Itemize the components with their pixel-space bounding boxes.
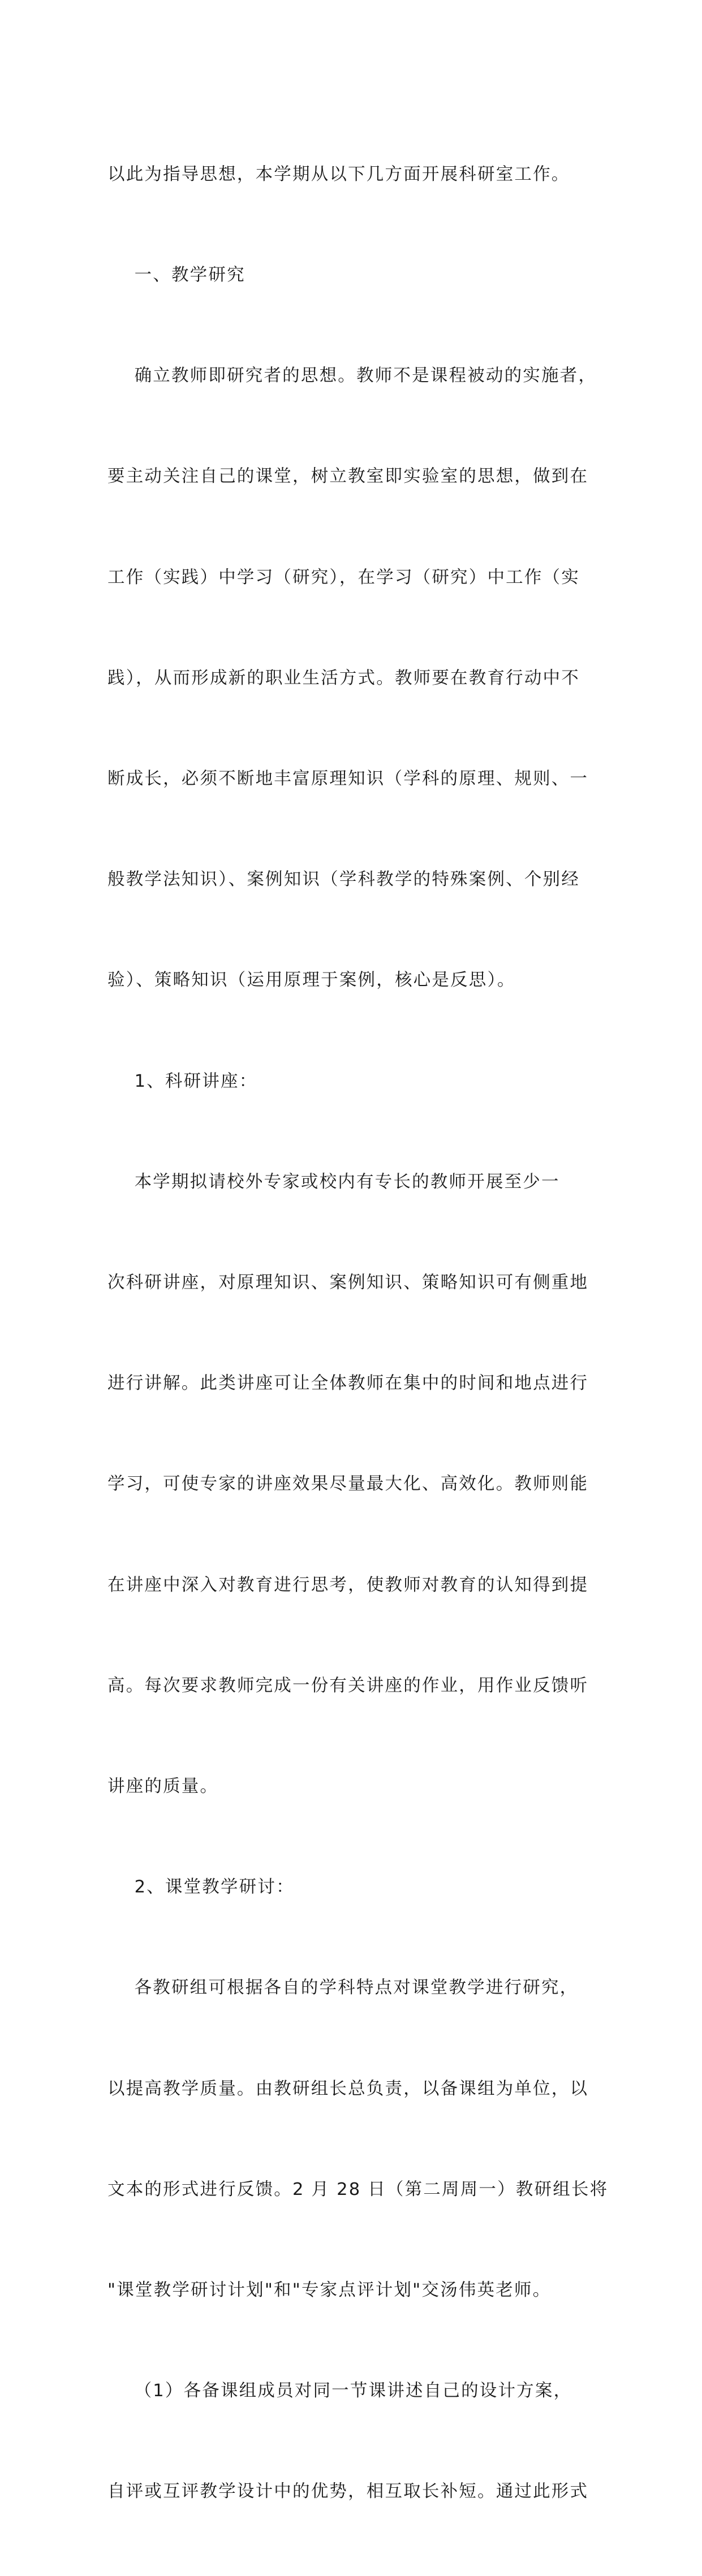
text-line: 本学期拟请校外专家或校内有专长的教师开展至少一 (107, 1172, 560, 1192)
text-line: （1）各备课组成员对同一节课讲述自己的设计方案， (107, 2381, 572, 2401)
text-line: 文本的形式进行反馈。2 月 28 日（第二周周一）教研组长将 (107, 2179, 609, 2199)
text-line: 学习，可使专家的讲座效果尽量最大化、高效化。教师则能 (107, 1474, 589, 1494)
text-line: 次科研讲座，对原理知识、案例知识、策略知识可有侧重地 (107, 1273, 589, 1293)
body-text (107, 90, 617, 2576)
text-line: "课堂教学研讨计划"和"专家点评计划"交汤伟英老师。 (107, 2280, 552, 2301)
subsection-heading: 1、科研讲座： (107, 1071, 258, 1091)
text-line: 进行讲解。此类讲座可让全体教师在集中的时间和地点进行 (107, 1373, 589, 1394)
text-line: 各教研组可根据各自的学科特点对课堂教学进行研究， (107, 1978, 579, 1998)
text-line: 在讲座中深入对教育进行思考，使教师对教育的认知得到提 (107, 1575, 589, 1595)
subsection-heading: 2、课堂教学研讨： (107, 1877, 295, 1898)
text-line: 以此为指导思想，本学期从以下几方面开展科研室工作。 (107, 164, 570, 184)
text-line: 践），从而形成新的职业生活方式。教师要在教育行动中不 (107, 668, 580, 688)
text-line: 要主动关注自己的课堂，树立教室即实验室的思想，做到在 (107, 466, 589, 487)
text-line: 高。每次要求教师完成一份有关讲座的作业，用作业反馈听 (107, 1675, 589, 1696)
text-line: 讲座的质量。 (107, 1777, 219, 1797)
text-line: 确立教师即研究者的思想。教师不是课程被动的实施者， (107, 366, 597, 386)
text-line: 自评或互评教学设计中的优势，相互取长补短。通过此形式 (107, 2482, 589, 2502)
text-line: 工作（实践）中学习（研究），在学习（研究）中工作（实 (107, 567, 580, 587)
text-line: 般教学法知识）、案例知识（学科教学的特殊案例、个别经 (107, 870, 580, 890)
text-line: 断成长，必须不断地丰富原理知识（学科的原理、规则、一 (107, 769, 589, 789)
section-heading: 一、教学研究 (107, 265, 246, 286)
text-line: 验）、策略知识（运用原理于案例，核心是反思）。 (107, 970, 516, 991)
text-line: 以提高教学质量。由教研组长总负责，以备课组为单位，以 (107, 2078, 589, 2099)
